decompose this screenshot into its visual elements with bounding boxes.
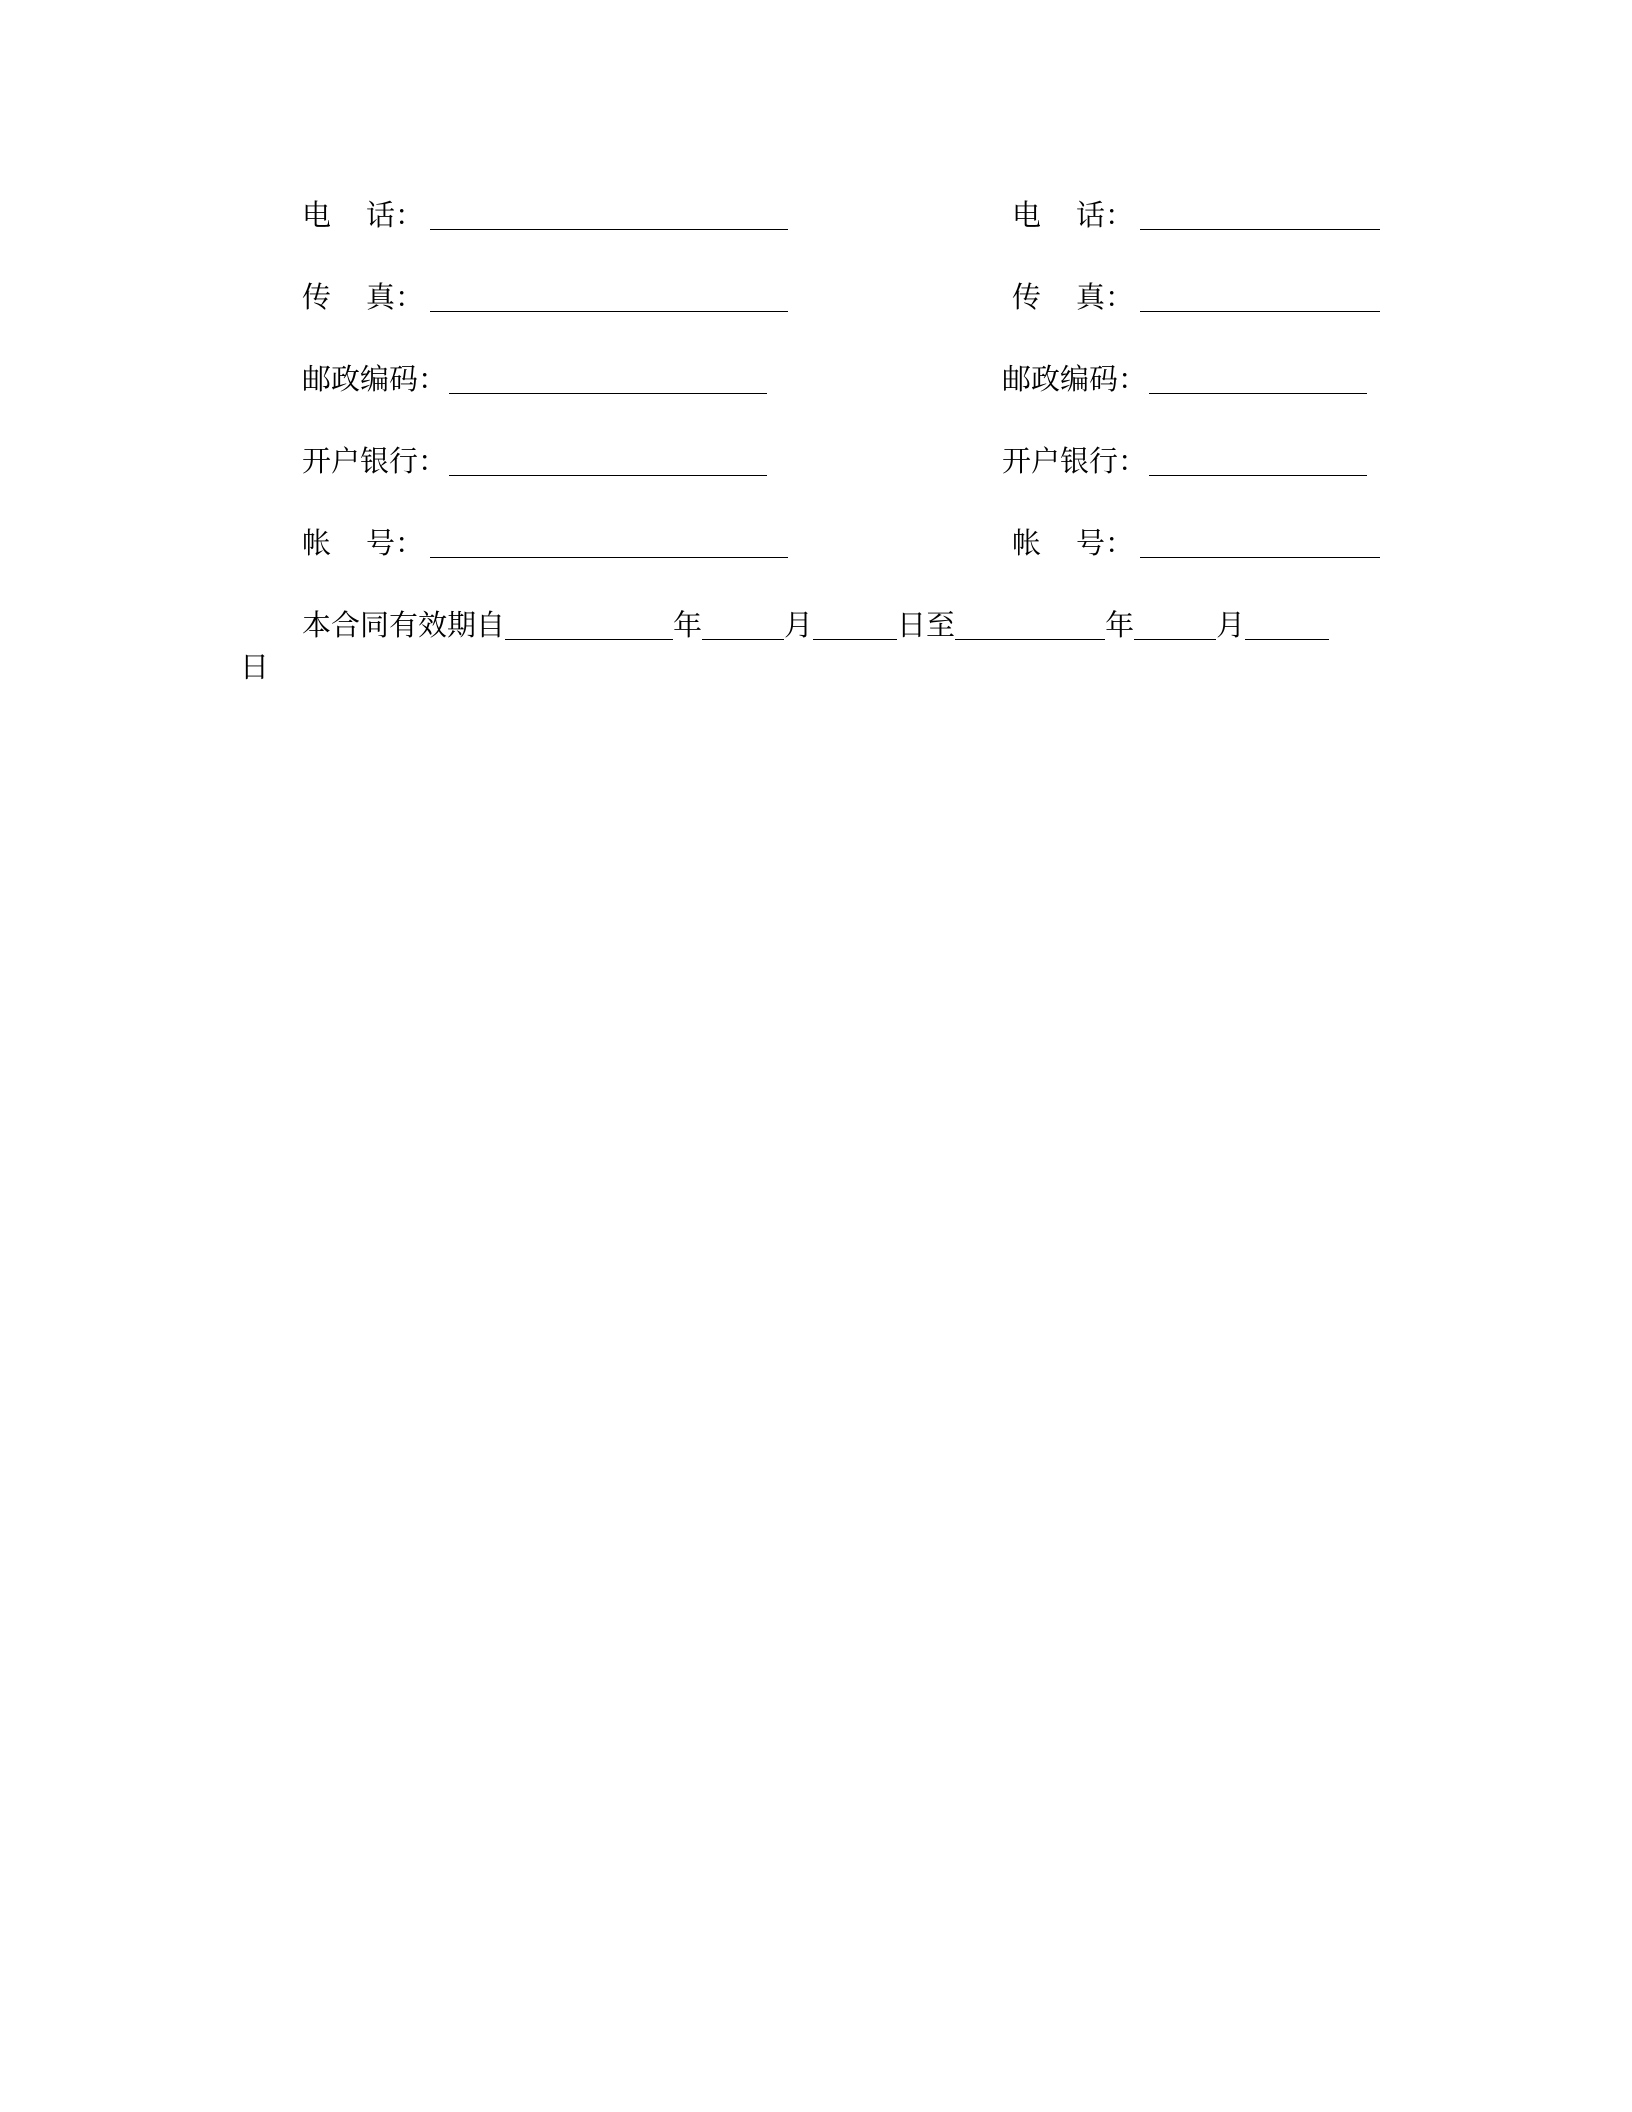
left-phone-row <box>302 190 788 230</box>
left-fax-blank[interactable] <box>430 277 788 312</box>
left-phone-blank[interactable] <box>430 195 788 230</box>
left-bank-label: 开户银行： <box>302 444 448 478</box>
left-postal-label: 邮政编码： <box>302 362 448 396</box>
left-fax-label: 传 真： <box>302 280 425 314</box>
right-bank-row <box>1002 436 1367 476</box>
right-account-row <box>1012 518 1380 558</box>
end-day-blank[interactable] <box>1245 605 1329 640</box>
end-month-label: 月 <box>1216 608 1246 642</box>
right-fax-blank[interactable] <box>1140 277 1380 312</box>
right-fax-row <box>1012 272 1380 312</box>
start-day-blank[interactable] <box>813 605 897 640</box>
right-phone-blank[interactable] <box>1140 195 1380 230</box>
left-account-row <box>302 518 788 558</box>
right-fax-label: 传 真： <box>1012 280 1135 314</box>
end-year-label: 年 <box>1105 608 1135 642</box>
start-year-label: 年 <box>673 608 703 642</box>
right-postal-label: 邮政编码： <box>1002 362 1148 396</box>
left-postal-row <box>302 354 767 394</box>
right-phone-row <box>1012 190 1380 230</box>
start-day-to-label: 日至 <box>897 608 956 642</box>
left-account-label: 帐 号： <box>302 526 425 560</box>
validity-end-day-line <box>240 642 269 682</box>
start-year-blank[interactable] <box>505 605 673 640</box>
end-year-blank[interactable] <box>955 605 1105 640</box>
right-account-label: 帐 号： <box>1012 526 1135 560</box>
left-phone-label: 电 话： <box>302 198 425 232</box>
right-phone-label: 电 话： <box>1012 198 1135 232</box>
right-postal-blank[interactable] <box>1149 359 1367 394</box>
left-bank-row <box>302 436 767 476</box>
start-month-label: 月 <box>784 608 814 642</box>
validity-prefix: 本合同有效期自 <box>302 608 506 642</box>
right-bank-label: 开户银行： <box>1002 444 1148 478</box>
right-bank-blank[interactable] <box>1149 441 1367 476</box>
start-month-blank[interactable] <box>702 605 784 640</box>
left-bank-blank[interactable] <box>449 441 767 476</box>
validity-period-line <box>302 600 1329 640</box>
left-postal-blank[interactable] <box>449 359 767 394</box>
right-account-blank[interactable] <box>1140 523 1380 558</box>
right-postal-row <box>1002 354 1367 394</box>
end-month-blank[interactable] <box>1134 605 1216 640</box>
end-day-label: 日 <box>240 650 270 684</box>
left-fax-row <box>302 272 788 312</box>
left-account-blank[interactable] <box>430 523 788 558</box>
